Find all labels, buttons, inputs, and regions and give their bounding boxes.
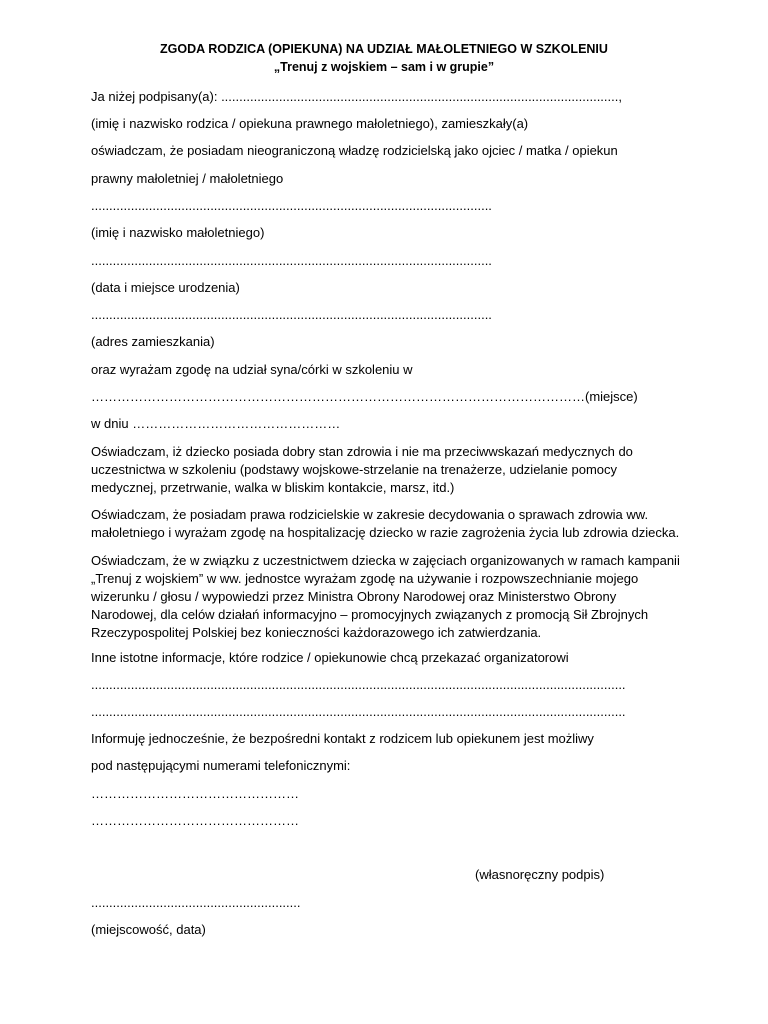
address-dots: ............................................................................................................... <box>91 307 492 322</box>
parent-name-label: (imię i nazwisko rodzica / opiekuna prawnego małoletniego), zamieszkały(a) <box>91 116 529 131</box>
place-date-dots: .......................................................... <box>91 895 301 910</box>
image-consent-paragraph <box>91 552 680 642</box>
child-name-dots: ............................................................................................................... <box>91 198 492 213</box>
image-consent-line: wizerunku / głosu / wypowiedzi przez Ministra Obrony Narodowej oraz Ministerstwo Obrony <box>91 589 617 604</box>
image-consent-line: Oświadczam, że w związku z uczestnictwem dziecka w zajęciach organizowanych w ramach kampanii <box>91 553 680 568</box>
health-paragraph-line: medycznej, przetrwanie, walka w bliskim kontakcie, marsz, itd.) <box>91 480 455 495</box>
form-subtitle: „Trenuj z wojskiem – sam i w grupie” <box>273 60 495 74</box>
contact-line-1: Informuję jednocześnie, że bezpośredni kontakt z rodzicem lub opiekunem jest możliwy <box>91 731 594 746</box>
authority-declaration-2: prawny małoletniej / małoletniego <box>91 171 284 186</box>
rights-paragraph <box>91 506 680 542</box>
address-label: (adres zamieszkania) <box>91 334 215 349</box>
image-consent-line: Narodowej, dla celów działań informacyjno – promocyjnych związanych z promocją Sił Zbrojnych <box>91 607 649 622</box>
health-paragraph <box>91 443 661 497</box>
birth-label: (data i miejsce urodzenia) <box>91 280 240 295</box>
place-date-label: (miejscowość, data) <box>91 922 206 937</box>
form-title: ZGODA RODZICA (OPIEKUNA) NA UDZIAŁ MAŁOLETNIEGO W SZKOLENIU <box>160 42 608 56</box>
other-info-dots-1: .................................................................................................................................................... <box>91 677 626 692</box>
signature-label: (własnoręczny podpis) <box>475 867 605 882</box>
other-info-dots-2: .................................................................................................................................................... <box>91 704 626 719</box>
date-line: w dniu ………………………………………… <box>91 416 341 431</box>
image-consent-line: Rzeczypospolitej Polskiej bez konieczności każdorazowego ich zatwierdzania. <box>91 625 542 640</box>
child-name-label: (imię i nazwisko małoletniego) <box>91 225 265 240</box>
health-paragraph-line: Oświadczam, iż dziecko posiada dobry stan zdrowia i nie ma przeciwwskazań medycznych do <box>91 444 633 459</box>
rights-paragraph-line: Oświadczam, że posiadam prawa rodzicielskie w zakresie decydowania o sprawach zdrowia ww. <box>91 507 649 522</box>
health-paragraph-line: uczestnictwa w szkoleniu (podstawy wojskowe-strzelanie na trenażerze, udzielanie pomocy <box>91 462 618 477</box>
authority-declaration-1: oświadczam, że posiadam nieograniczoną władzę rodzicielską jako ojciec / matka / opiekun <box>91 143 618 158</box>
phone-dots-1: ………………………………………… <box>91 786 299 801</box>
signer-line: Ja niżej podpisany(a): .............................................................................................................., <box>91 89 622 104</box>
contact-line-2: pod następującymi numerami telefonicznymi: <box>91 758 351 773</box>
other-info-line: Inne istotne informacje, które rodzice / opiekunowie chcą przekazać organizatorowi <box>91 650 569 665</box>
place-line: ……………………………………………………………………………………………………(miejsce) <box>91 389 638 404</box>
phone-dots-2: ………………………………………… <box>91 813 299 828</box>
other-info-paragraph <box>91 649 661 667</box>
consent-line: oraz wyrażam zgodę na udział syna/córki w szkoleniu w <box>91 362 413 377</box>
rights-paragraph-line: małoletniego i wyrażam zgodę na hospitalizację dziecko w razie zagrożenia życia lub zdrowia dziecka. <box>91 525 680 540</box>
birth-dots: ............................................................................................................... <box>91 253 492 268</box>
image-consent-line: „Trenuj z wojskiem” w ww. jednostce wyrażam zgodę na używanie i rozpowszechnianie mojego <box>91 571 639 586</box>
